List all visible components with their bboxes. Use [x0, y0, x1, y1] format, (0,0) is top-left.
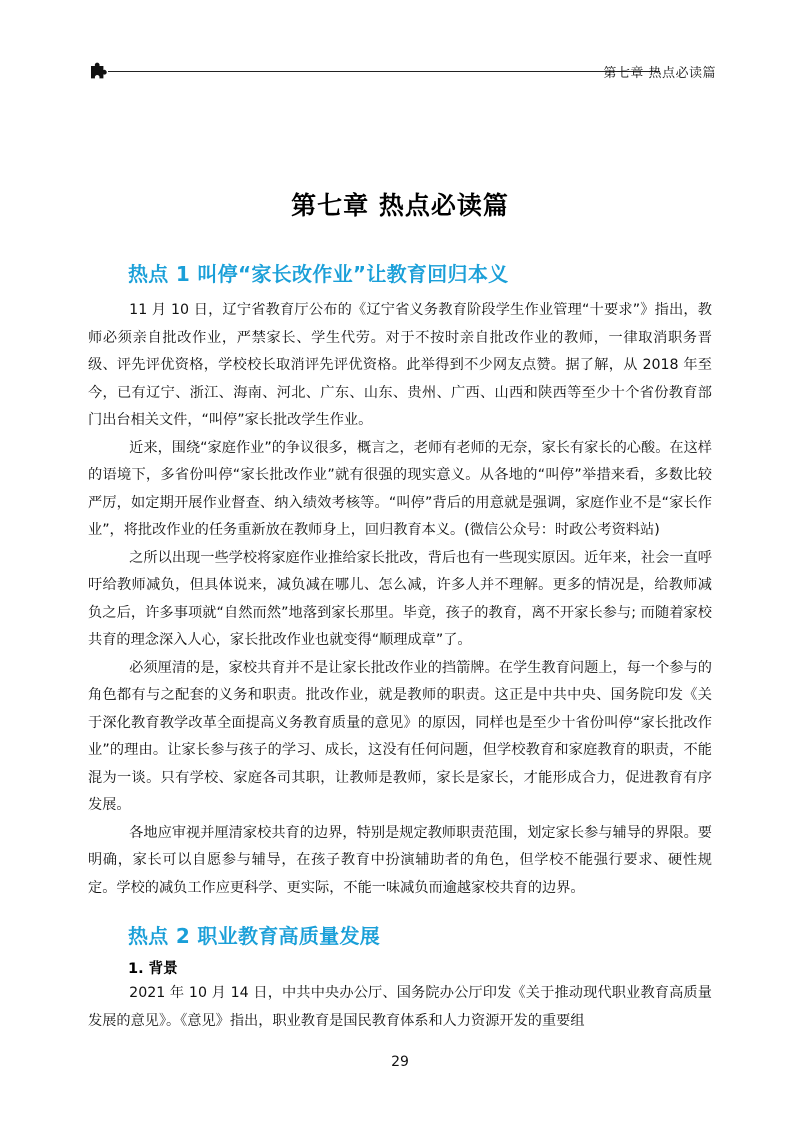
- page-number: 29: [391, 1054, 409, 1070]
- paragraph: 11 月 10 日，辽宁省教育厅公布的《辽宁省义务教育阶段学生作业管理“十要求”》指出，教师必须亲自批改作业，严禁家长、学生代劳。对于不按时亲自批改作业的教师，一律取消职务晋级、评先评优资格，学校校长取消评先评优资格。此举得到不少网友点赞。据了解，从 2018 年至今，已有辽宁、浙江、海南、河北、广东、山东、贵州、广西、山西和陕西等至少十个省份教育部门出台相关文件，“叫停”家长批改学生作业。: [88, 302, 712, 428]
- paragraph: 必须厘清的是，家校共育并不是让家长批改作业的挡箭牌。在学生教育问题上，每一个参与的角色都有与之配套的义务和职责。批改作业，就是教师的职责。这正是中共中央、国务院印发《关于深化教育教学改革全面提高义务教育质量的意见》的原因，同样也是至少十省份叫停“家长批改作业”的理由。让家长参与孩子的学习、成长，这没有任何问题，但学校教育和家庭教育的职责，不能混为一谈。只有学校、家庭各司其职，让教师是教师，家长是家长，才能形成合力，促进教育有序发展。: [88, 659, 712, 813]
- section-2-subheading: 1. 背景: [128, 961, 178, 977]
- section-1-heading: 热点 1 叫停“家长改作业”让教育回归本义: [128, 262, 509, 286]
- paragraph: 2021 年 10 月 14 日，中共中央办公厅、国务院办公厅印发《关于推动现代职业教育高质量发展的意见》。《意见》指出，职业教育是国民教育体系和人力资源开发的重要组: [88, 985, 712, 1029]
- running-title: 第七章 热点必读篇: [603, 66, 716, 81]
- paragraph: 近来，围绕“家庭作业”的争议很多，概言之，老师有老师的无奈，家长有家长的心酸。在这样的语境下，多省份叫停“家长批改作业”就有很强的现实意义。从各地的“叫停”举措来看，多数比较严厉，如定期开展作业督查、纳入绩效考核等。“叫停”背后的用意就是强调，家庭作业不是“家长作业”，将批改作业的任务重新放在教师身上，回归教育本义。(微信公众号：时政公考资料站): [88, 439, 712, 538]
- running-header: [88, 60, 716, 84]
- chapter-title: 第七章 热点必读篇: [291, 191, 509, 220]
- paragraph: 各地应审视并厘清家校共育的边界，特别是规定教师职责范围，划定家长参与辅导的界限。要明确，家长可以自愿参与辅导，在孩子教育中扮演辅助者的角色，但学校不能强行要求、硬性规定。学校的减负工作应更科学、更实际，不能一味减负而逾越家校共育的边界。: [88, 824, 712, 896]
- section-2-body: [88, 980, 712, 1035]
- paragraph: 之所以出现一些学校将家庭作业推给家长批改，背后也有一些现实原因。近年来，社会一直呼吁给教师减负，但具体说来，减负减在哪儿、怎么减，许多人并不理解。更多的情况是，给教师减负之后，许多事项就“自然而然”地落到家长那里。毕竟，孩子的教育，离不开家长参与; 而随着家校共育的理念深入人心，家长批改作业也就变得“顺理成章”了。: [88, 549, 712, 648]
- puzzle-piece-icon: [88, 61, 110, 81]
- section-2-heading: 热点 2 职业教育高质量发展: [128, 924, 381, 948]
- header-rule: [108, 71, 660, 72]
- section-1-body: [88, 297, 712, 902]
